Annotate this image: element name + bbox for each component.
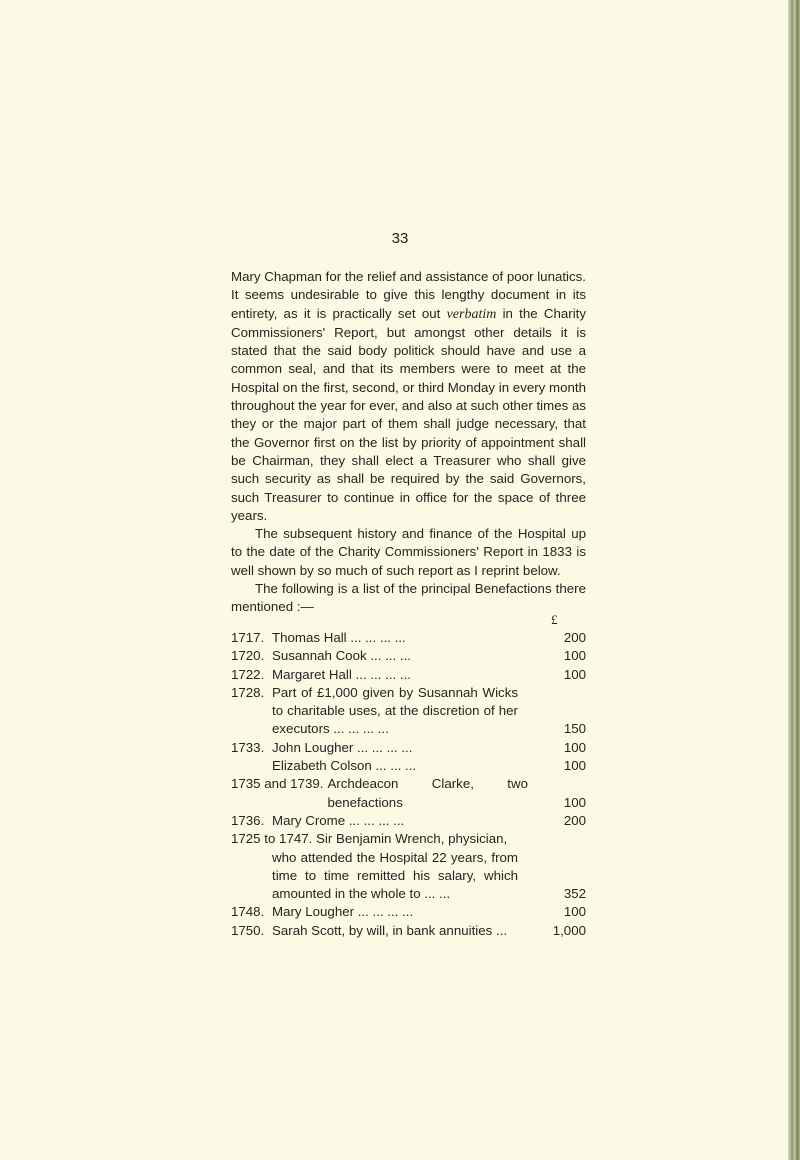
benefaction-description: Sir Benjamin Wrench, physician, [316,831,508,847]
benefaction-amount: 100 [563,666,586,682]
benefaction-row [231,684,586,739]
benefaction-year: 1722. [231,666,265,682]
benefaction-amount: 200 [563,630,586,645]
benefaction-year: 1720. [231,648,265,664]
benefaction-continuation [231,849,586,904]
benefaction-row [231,830,586,903]
paragraph-1-italic: verbatim [446,306,497,322]
benefaction-description-continued: who attended the Hospital 22 years, from time to time remitted his salary, which amounted in the whole to ... ... [272,849,518,902]
benefaction-description: Mary Lougher ... ... ... ... [272,904,414,920]
benefaction-year: 1733. [231,739,265,755]
benefaction-amount: 150 [563,721,586,737]
benefaction-description: Part of £1,000 given by Susannah Wicks to charitable uses, at the discretion of her executors ... ... ... ... [272,684,518,737]
page-number: 33 [391,230,409,247]
benefaction-description: Mary Crome ... ... ... ... [272,812,405,828]
benefaction-amount: 200 [563,812,586,828]
page-edge [788,0,800,1160]
paragraph-3: The following is a list of the principal Benefactions there mentioned :— [231,581,586,615]
benefaction-year: 1728. [231,684,265,700]
benefaction-year: 1725 to 1747. [231,831,313,847]
benefaction-amount: 100 [563,794,586,810]
benefaction-row [231,903,586,921]
benefaction-amount: 100 [563,648,586,664]
benefaction-row [231,629,586,647]
benefaction-description: John Lougher ... ... ... ... [272,739,413,755]
paragraph-1 [231,268,586,525]
benefaction-description: Susannah Cook ... ... ... [272,648,411,664]
benefactions-list [231,629,586,940]
benefaction-description: Elizabeth Colson ... ... ... [272,758,417,774]
paragraph-2: The subsequent history and finance of the Hospital up to the date of the Charity Commissioners' Report in 1833 is well shown by so much of such report as I reprint below. [231,526,586,578]
benefaction-description: Sarah Scott, by will, in bank annuities ... [272,922,508,938]
benefaction-year [231,757,272,775]
benefaction-description: Thomas Hall ... ... ... ... [272,630,406,645]
benefaction-year: 1748. [231,904,265,920]
benefaction-amount: 1,000 [552,922,586,938]
benefaction-amount: 100 [563,758,586,774]
benefaction-row [231,775,586,812]
benefaction-year: 1717. [231,630,265,645]
benefaction-row [231,812,586,830]
benefaction-description: Margaret Hall ... ... ... ... [272,666,411,682]
benefaction-first-line [231,830,586,848]
benefaction-year: 1735 and 1739. [231,776,324,792]
currency-symbol: £ [551,612,558,627]
benefaction-year: 1750. [231,922,265,938]
paragraph-1-text-a: Mary Chapman for the relief and assistance of poor lunatics. It seems undesirable to give this lengthy document in its entirety, as it is practically set out [231,269,586,321]
paragraph-1-text-b: in the Charity Commissioners' Report, but amongst other details it is stated that the said body politick should have and use a common seal, and that its members were to meet at the Hospital on the first, second, or third Monday in every month throughout the year for ever, and also at such other times as they or the major part of them shall judge necessary, that the Governor first on the list by priority of appointment shall be Chairman, they shall elect a Treasurer who shall give such security as shall be required by the said Governors, such Treasurer to continue in office for the space of three years. [231,305,586,523]
benefaction-row [231,647,586,665]
benefaction-row [231,757,586,775]
benefaction-amount: 100 [563,739,586,755]
benefaction-amount: 352 [563,886,586,902]
benefaction-amount: 100 [563,904,586,920]
benefaction-row [231,739,586,757]
benefaction-row [231,666,586,684]
benefaction-row [231,922,586,940]
benefaction-description: Archdeacon Clarke, two benefactions [327,776,528,810]
body-text [231,268,586,617]
benefaction-year: 1736. [231,812,265,828]
